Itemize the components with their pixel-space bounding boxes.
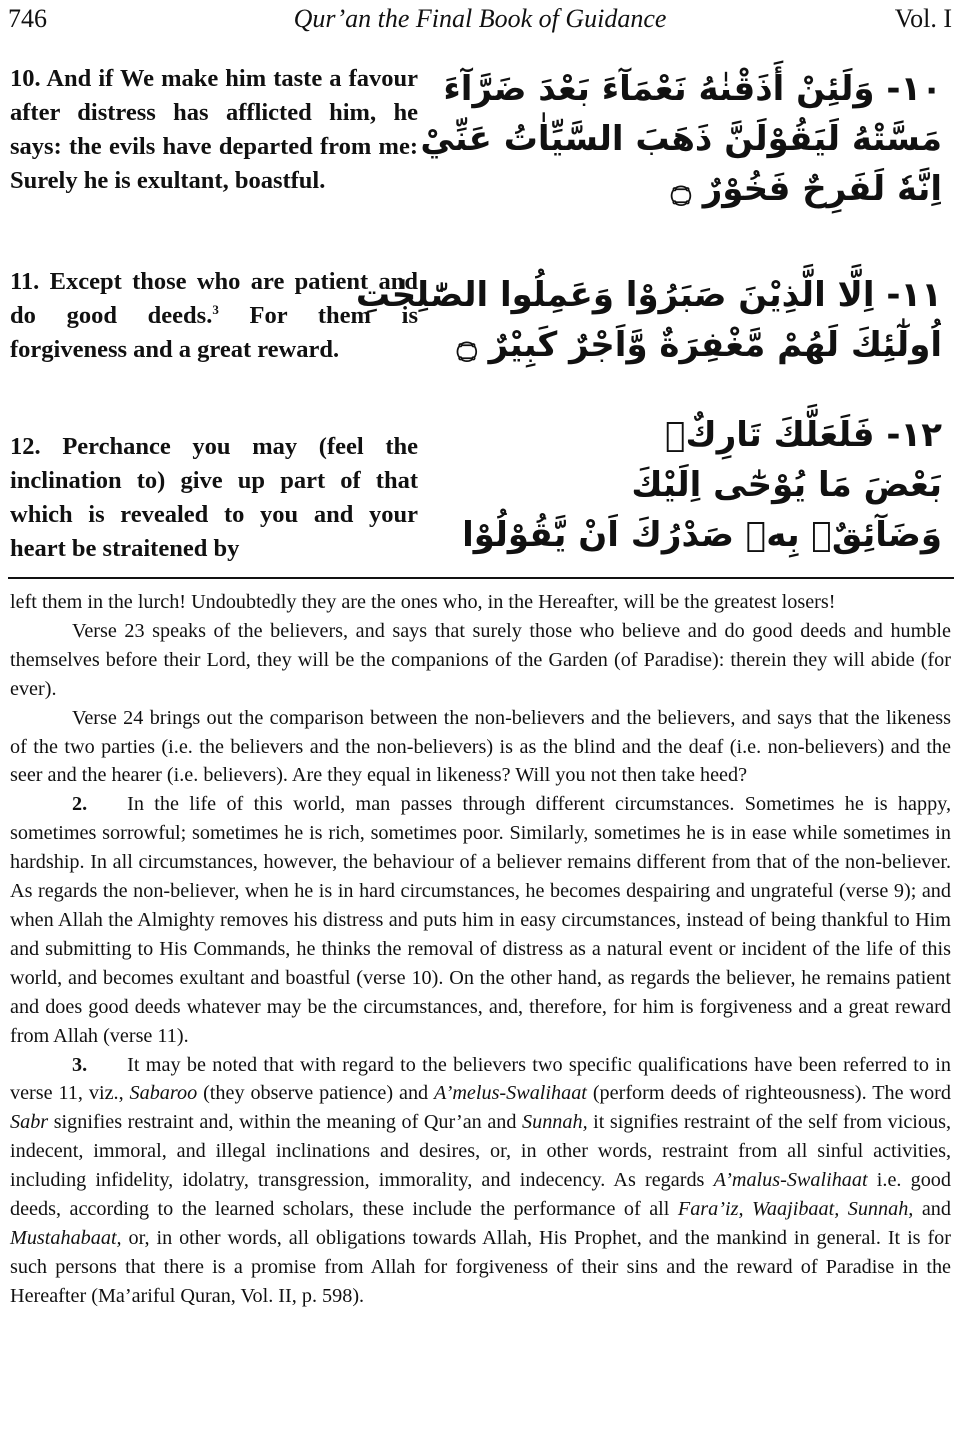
footnote-marker: 3 (212, 301, 219, 317)
verse-number: 10. (10, 65, 41, 92)
section-divider (8, 577, 954, 579)
arabic-line: اِنَّهٗ لَفَرِحٌ فَخُوْرٌ ۝ (670, 169, 942, 209)
term-italic: A’melus-Swalihaat (434, 1082, 587, 1105)
footnote-text: It may be noted that with regard to the believers two specific qualifications have been referred to in verse 11, viz., (10, 1053, 951, 1105)
verse-number: 11. (10, 268, 40, 295)
commentary-paragraph: Verse 24 brings out the comparison between the non-believers and the believers, and says that the likeness of the two parties (i.e. the believers and the non-believers) is as the blind and the deaf (i.e. non-believers) and the seer and the hearer (i.e. believers). Are they equal in likeness? Will you not then take heed? (10, 706, 951, 787)
term-italic: A’malus-Swalihaat (713, 1169, 868, 1192)
footnote-text: and (913, 1198, 951, 1221)
commentary (10, 588, 951, 1311)
verse-text: Except those who are patient and do good deeds. (10, 268, 418, 329)
term-italic: Sabaroo (129, 1082, 198, 1105)
arabic-line: بَعْضَ مَا يُوْحٰٓى اِلَيْكَ (631, 465, 942, 505)
arabic-line: اُولٰٓئِكَ لَهُمْ مَّغْفِرَةٌ وَّاَجْرٌ كَبِيْرٌ ۝ (456, 325, 942, 365)
footnote-number: 3. (72, 1053, 88, 1076)
verse-12-arabic (462, 410, 942, 560)
verse-text: For them is forgiveness and a great reward. (10, 302, 418, 363)
page-number: 746 (8, 4, 47, 33)
commentary-paragraph: left them in the lurch! Undoubtedly they are the ones who, in the Hereafter, will be the greatest losers! (10, 591, 836, 613)
footnote-2 (10, 790, 951, 1050)
term-italic: Sunnah, (522, 1111, 588, 1134)
arabic-line: ١٢- فَلَعَلَّكَ تَارِكٌۢ (665, 415, 942, 455)
verse-10-english (10, 62, 418, 198)
page-header (8, 4, 952, 36)
verse-text: Perchance you may (feel the inclination to) give up part of that which is revealed to you and your heart be straitened by (10, 433, 418, 562)
book-title: Qur’an the Final Book of Guidance (293, 4, 667, 33)
footnote-text: In the life of this world, man passes through different circumstances. Sometimes he is happy, sometimes sorrowful; sometimes he is rich, sometimes poor. Similarly, sometimes he is in ease while sometimes in hardship. In all circumstances, however, the behaviour of a believer remains different from that of the non-believer. As regards the non-believer, when he is in hard circumstances, he becomes despairing and ungrateful (verse 9); and when Allah the Almighty removes his distress and puts him in easy circumstances, instead of being thankful to Him and submitting to His Commands, he thinks the removal of distress as a natural event or incident of the life of this world, and becomes exultant and boastful (verse 10). On the other hand, as regards the believer, he remains patient and does good deeds whatever may be the circumstances, and, therefore, for him is forgiveness and a great reward from Allah (verse 11). (10, 793, 951, 1047)
term-italic: Fara’iz, Waajibaat, Sunnah, (677, 1198, 914, 1221)
arabic-line: ١٠- وَلَئِنْ أَذَقْنٰهُ نَعْمَآءَ بَعْدَ ضَرَّآءَ (443, 69, 942, 109)
footnote-text: signifies restraint and, within the meaning of Qur’an and (48, 1111, 523, 1134)
commentary-paragraph: Verse 23 speaks of the believers, and says that surely those who believe and do good deeds and humble themselves before their Lord, they will be the companions of the Garden (of Paradise): therein they will abide (for ever). (10, 619, 951, 700)
verse-11-arabic (355, 270, 942, 370)
footnote-text: or, in other words, all obligations towards Allah, His Prophet, and the mankind in general. It is for such persons that there is a promise from Allah for forgiveness of their sins and the reward of Paradise in the Hereafter (Ma’ariful Quran, Vol. II, p. 598). (10, 1226, 951, 1307)
verse-number: 12. (10, 433, 41, 460)
verse-12-english (10, 430, 418, 566)
footnote-3 (10, 1051, 951, 1311)
arabic-line: مَسَّتْهُ لَيَقُوْلَنَّ ذَهَبَ السَّيِّاٰتُ عَنِّيْ (420, 119, 942, 159)
verse-10-arabic (420, 64, 942, 214)
footnote-text: i.e. good deeds, according to the learned scholars, these include the performance of all (10, 1169, 951, 1221)
arabic-line: وَضَآئِقٌۢ بِهٖ صَدْرُكَ اَنْ يَّقُوْلُوْا (462, 515, 942, 555)
term-italic: Mustahabaat, (10, 1226, 122, 1249)
footnote-text: it signifies restraint of the self from vicious, indecent, immoral, and illegal inclinations and desires, or, in other words, restraint from all sinful activities, including infidelity, idolatry, transgression, immorality, and indecency. As regards (10, 1111, 951, 1192)
footnote-number: 2. (72, 793, 88, 816)
arabic-line: ١١- اِلَّا الَّذِيْنَ صَبَرُوْا وَعَمِلُوا الصّٰلِحٰتِ (355, 275, 942, 315)
term-italic: Sabr (10, 1111, 49, 1134)
volume-label: Vol. I (894, 4, 952, 33)
footnote-text: (perform deeds of righteousness). The word (586, 1082, 951, 1105)
verse-text: And if We make him taste a favour after distress has afflicted him, he says: the evils have departed from me: Surely he is exultant, boastful. (10, 65, 419, 194)
footnote-text: (they observe patience) and (197, 1082, 435, 1105)
